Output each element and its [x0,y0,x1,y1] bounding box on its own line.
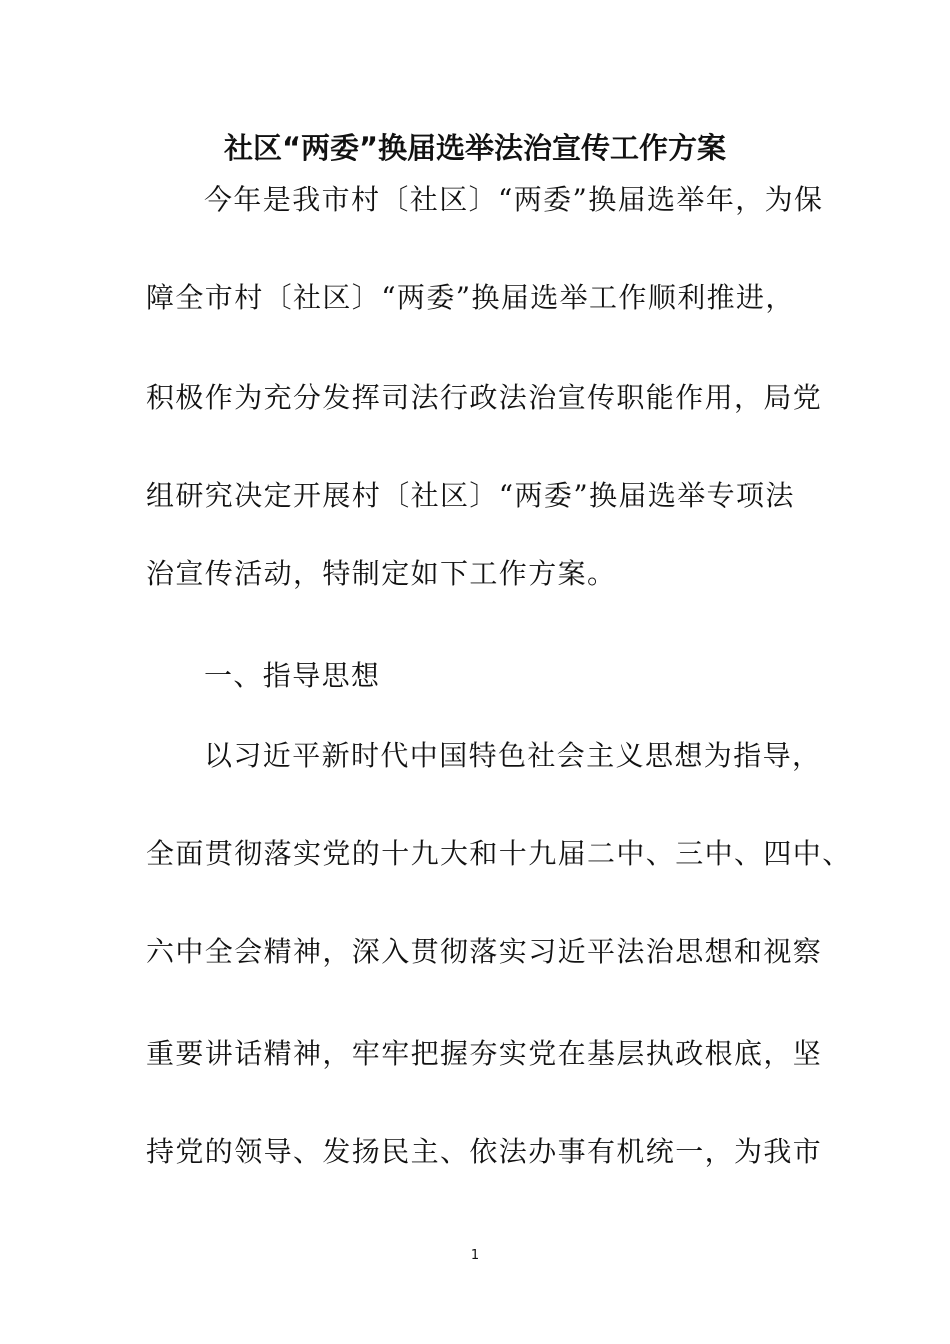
section-heading: 一、指导思想 [204,659,381,692]
paragraph-line: 障全市村〔社区〕“两委”换届选举工作顺利推进， [146,281,795,314]
paragraph-line: 组研究决定开展村〔社区〕“两委”换届选举专项法 [146,479,795,512]
paragraph-line: 治宣传活动，特制定如下工作方案。 [146,557,617,590]
paragraph-line: 全面贯彻落实党的十九大和十九届二中、三中、四中、 [146,837,852,870]
paragraph-line: 今年是我市村〔社区〕“两委”换届选举年，为保 [204,183,824,216]
page-number: 1 [470,1248,480,1263]
paragraph-line: 持党的领导、发扬民主、依法办事有机统一，为我市 [146,1135,823,1168]
paragraph-line: 六中全会精神，深入贯彻落实习近平法治思想和视察 [146,935,823,968]
paragraph-line: 积极作为充分发挥司法行政法治宣传职能作用，局党 [146,381,823,414]
document-title: 社区“两委”换届选举法治宣传工作方案 [223,131,727,165]
paragraph-line: 以习近平新时代中国特色社会主义思想为指导， [204,739,822,772]
paragraph-line: 重要讲话精神，牢牢把握夯实党在基层执政根底，坚 [146,1037,823,1070]
